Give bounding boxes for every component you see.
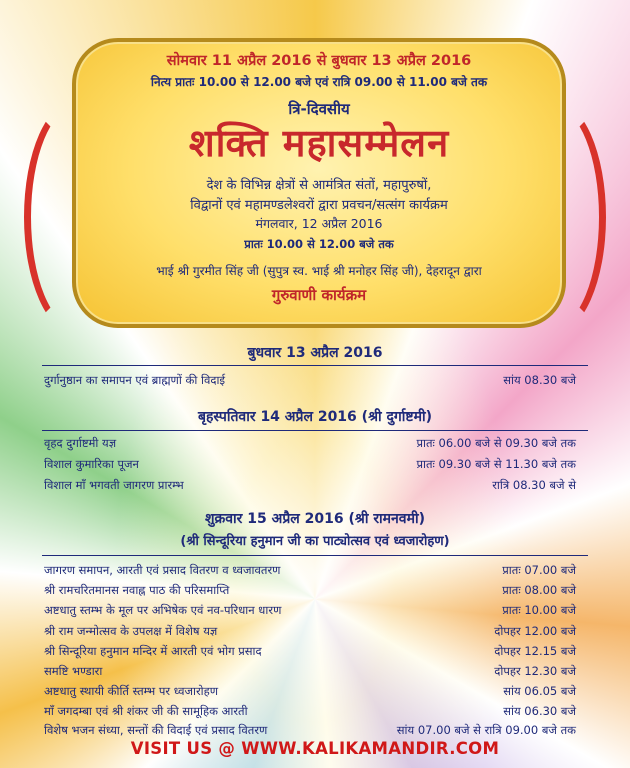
event-name: दुर्गानुष्ठान का समापन एवं ब्राह्मणों की विदाई bbox=[44, 373, 226, 387]
event-time: दोपहर 12.15 बजे bbox=[494, 644, 576, 658]
event-time: दोपहर 12.00 बजे bbox=[494, 624, 576, 638]
event-time: प्रातः 09.30 बजे से 11.30 बजे तक bbox=[416, 457, 576, 471]
banner-desc-line1: देश के विभिन्न क्षेत्रों से आमंत्रित संतों, महापुरुषों, bbox=[206, 178, 432, 193]
event-name: श्री रामचरितमानस नवाह्न पाठ की परिसमाप्ति bbox=[44, 583, 230, 597]
event-time: रात्रि 08.30 बजे से bbox=[492, 478, 576, 492]
event-time: प्रातः 06.00 बजे से 09.30 बजे तक bbox=[416, 436, 576, 450]
banner-desc-line6: गुरुवाणी कार्यक्रम bbox=[271, 286, 367, 304]
day-heading: शुक्रवार 15 अप्रैल 2016 (श्री रामनवमी) bbox=[205, 511, 425, 527]
schedule-row bbox=[44, 704, 576, 722]
divider bbox=[42, 365, 588, 366]
event-time: सांय 08.30 बजे bbox=[503, 373, 576, 387]
event-name: जागरण समापन, आरती एवं प्रसाद वितरण व ध्वजावतरण bbox=[44, 563, 281, 577]
banner-daily-time: नित्य प्रातः 10.00 से 12.00 बजे एवं रात्रि 09.00 से 11.00 बजे तक bbox=[150, 75, 488, 89]
event-name: माँ जगदम्बा एवं श्री शंकर जी की सामूहिक आरती bbox=[44, 704, 248, 718]
website-link[interactable]: VISIT US @ WWW.KALIKAMANDIR.COM bbox=[130, 739, 500, 758]
event-time: सांय 06.30 बजे bbox=[503, 704, 576, 718]
divider bbox=[42, 430, 588, 431]
event-name: अष्टधातु स्थायी कीर्ति स्तम्भ पर ध्वजारोहण bbox=[44, 684, 219, 698]
event-time: सांय 06.05 बजे bbox=[503, 684, 576, 698]
divider bbox=[42, 555, 588, 556]
banner-desc-line5: भाई श्री गुरमीत सिंह जी (सुपुत्र स्व. भाई श्री मनोहर सिंह जी), देहरादून द्वारा bbox=[156, 264, 482, 278]
banner-desc-line4: प्रातः 10.00 से 12.00 बजे तक bbox=[244, 237, 394, 251]
schedule-row bbox=[44, 436, 576, 454]
event-time: प्रातः 08.00 बजे bbox=[502, 583, 576, 597]
banner-desc-line2: विद्वानों एवं महामण्डलेश्वरों द्वारा प्रवचन/सत्संग कार्यक्रम bbox=[190, 198, 448, 213]
event-name: वृहद दुर्गाष्टमी यज्ञ bbox=[44, 436, 117, 450]
schedule-row bbox=[44, 644, 576, 662]
event-name: श्री सिन्दूरिया हनुमान मन्दिर में आरती एवं भोग प्रसाद bbox=[44, 644, 262, 658]
event-name: विशेष भजन संध्या, सन्तों की विदाई एवं प्रसाद वितरण bbox=[44, 723, 268, 737]
schedule-row bbox=[44, 664, 576, 682]
event-name: समष्टि भण्डारा bbox=[44, 664, 103, 678]
event-name: विशाल माँ भगवती जागरण प्रारम्भ bbox=[44, 478, 184, 492]
banner-subtitle: त्रि-दिवसीय bbox=[288, 100, 350, 118]
schedule-row bbox=[44, 684, 576, 702]
banner-desc-line3: मंगलवार, 12 अप्रैल 2016 bbox=[255, 216, 383, 231]
event-time: दोपहर 12.30 बजे bbox=[494, 664, 576, 678]
banner-dates: सोमवार 11 अप्रैल 2016 से बुधवार 13 अप्रैल 2016 bbox=[166, 53, 472, 69]
event-time: प्रातः 07.00 बजे bbox=[502, 563, 576, 577]
event-time: प्रातः 10.00 बजे bbox=[502, 603, 576, 617]
schedule-row bbox=[44, 603, 576, 621]
schedule-row bbox=[44, 457, 576, 475]
schedule-row bbox=[44, 583, 576, 601]
schedule-row bbox=[44, 478, 576, 496]
event-banner bbox=[72, 38, 566, 328]
event-name: अष्टधातु स्तम्भ के मूल पर अभिषेक एवं नव-परिधान धारण bbox=[44, 603, 282, 617]
day-subheading: (श्री सिन्दूरिया हनुमान जी का पाट्योत्सव एवं ध्वजारोहण) bbox=[180, 534, 450, 549]
schedule-row bbox=[44, 563, 576, 581]
day-heading: बृहस्पतिवार 14 अप्रैल 2016 (श्री दुर्गाष्टमी) bbox=[198, 409, 432, 425]
schedule-row bbox=[44, 373, 576, 391]
event-name: श्री राम जन्मोत्सव के उपलक्ष में विशेष यज्ञ bbox=[44, 624, 218, 638]
schedule-row bbox=[44, 624, 576, 642]
day-heading: बुधवार 13 अप्रैल 2016 bbox=[247, 345, 383, 361]
event-name: विशाल कुमारिका पूजन bbox=[44, 457, 139, 471]
banner-title: शक्ति महासम्मेलन bbox=[188, 121, 450, 165]
event-time: सांय 07.00 बजे से रात्रि 09.00 बजे तक bbox=[396, 723, 576, 737]
